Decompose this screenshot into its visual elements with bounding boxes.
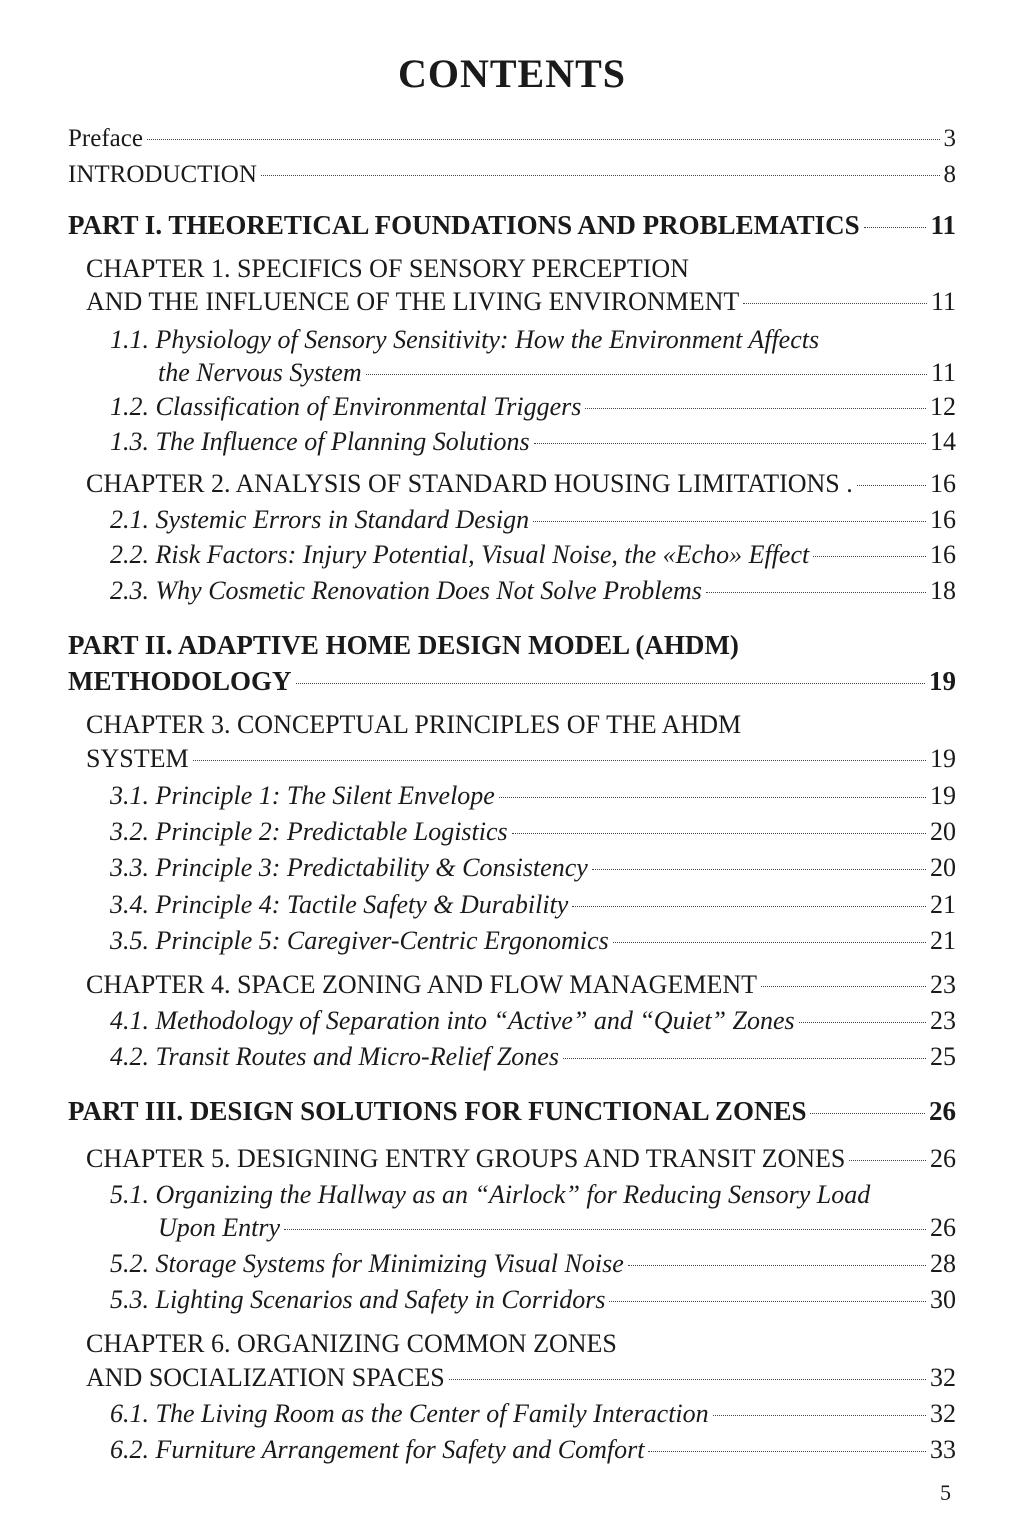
toc-entry-text: 5.1. Organizing the Hallway as an “Airlock” for Reducing Sensory Load	[110, 1180, 871, 1209]
toc-page-number: 11	[930, 358, 956, 387]
toc-entry-text: CHAPTER 4. SPACE ZONING AND FLOW MANAGEMENT	[86, 970, 757, 999]
toc-entry-text: METHODOLOGY	[68, 666, 292, 696]
dot-leader	[512, 833, 926, 834]
dot-leader	[864, 227, 927, 228]
toc-entry-line	[110, 924, 956, 958]
dot-leader	[533, 521, 926, 522]
toc-page-number: 12	[930, 392, 956, 421]
dot-leader	[147, 139, 940, 140]
toc-entry-text: PART II. ADAPTIVE HOME DESIGN MODEL (AHDM)	[68, 630, 739, 660]
toc-entry-text: 4.1. Methodology of Separation into “Active” and “Quiet” Zones	[110, 1006, 795, 1035]
toc-page-number: 32	[930, 1399, 956, 1428]
dot-leader	[563, 1058, 926, 1059]
dot-leader	[628, 1265, 926, 1266]
dot-leader	[813, 556, 926, 557]
dot-leader	[713, 1415, 926, 1416]
toc-entry-line	[68, 208, 956, 242]
toc-page-number: 16	[930, 469, 956, 498]
toc-entry-line	[110, 538, 956, 572]
dot-leader	[743, 303, 927, 304]
dot-leader	[284, 1229, 926, 1230]
toc-entry-line	[110, 503, 956, 537]
dot-leader	[592, 869, 926, 870]
toc-page-number: 28	[930, 1249, 956, 1278]
toc-page-number: 19	[930, 744, 956, 773]
dot-leader	[585, 408, 926, 409]
toc-entry-text: the Nervous System	[158, 358, 362, 387]
toc-entry-line	[86, 742, 956, 776]
toc-page-number: 11	[930, 287, 956, 316]
toc-entry-text: AND THE INFLUENCE OF THE LIVING ENVIRONMENT	[86, 287, 740, 316]
toc-entry-line	[110, 390, 956, 424]
toc-page-number: 30	[930, 1285, 956, 1314]
toc-page-number: 11	[930, 210, 956, 240]
toc-entry-text: 3.3. Principle 3: Predictability & Consistency	[110, 853, 588, 882]
toc-entry-text: 6.1. The Living Room as the Center of Family Interaction	[110, 1399, 709, 1428]
toc-entry-text: 2.1. Systemic Errors in Standard Design	[110, 505, 530, 534]
toc-entry-text: CHAPTER 3. CONCEPTUAL PRINCIPLES OF THE AHDM	[86, 710, 742, 739]
toc-entry-text: 4.2. Transit Routes and Micro-Relief Zones	[110, 1042, 559, 1071]
toc-entry-line	[68, 158, 956, 192]
toc-entry-text: PART I. THEORETICAL FOUNDATIONS AND PROBLEMATICS	[68, 210, 860, 240]
toc-entry-text: 3.1. Principle 1: The Silent Envelope	[110, 781, 495, 810]
toc-entry-text: 5.3. Lighting Scenarios and Safety in Corridors	[110, 1285, 606, 1314]
dot-leader	[849, 1160, 926, 1161]
toc-entry-line	[110, 1433, 956, 1467]
dot-leader	[366, 374, 927, 375]
toc-entry-text: 1.2. Classification of Environmental Triggers	[110, 392, 582, 421]
toc-entry-text: 1.1. Physiology of Sensory Sensitivity: How the Environment Affects	[110, 325, 820, 354]
toc-entry-text: Preface	[68, 125, 143, 152]
toc-entry-text: CHAPTER 5. DESIGNING ENTRY GROUPS AND TRANSIT ZONES	[86, 1144, 846, 1173]
toc-page-number: 19	[929, 666, 956, 696]
toc-page-number: 26	[930, 1213, 956, 1242]
toc-entry-line	[110, 1283, 956, 1317]
toc-entry-text: INTRODUCTION	[68, 161, 257, 188]
dot-leader	[799, 1022, 926, 1023]
dot-leader	[296, 683, 925, 684]
toc-entry-line	[158, 1211, 956, 1245]
toc-entry-text: 3.5. Principle 5: Caregiver-Centric Ergonomics	[110, 926, 609, 955]
toc-entry-line	[110, 1397, 956, 1431]
dot-leader	[609, 1301, 926, 1302]
toc-page-number: 19	[930, 781, 956, 810]
toc-entry-text: AND SOCIALIZATION SPACES	[86, 1363, 445, 1392]
toc-entry-line	[110, 425, 956, 459]
toc-page-number: 16	[930, 505, 956, 534]
toc-entry-text: PART III. DESIGN SOLUTIONS FOR FUNCTIONAL ZONES	[68, 1096, 807, 1126]
toc-entry-text: SYSTEM	[86, 744, 189, 773]
toc-page-number: 32	[930, 1363, 956, 1392]
toc-entry-line	[86, 1361, 956, 1395]
toc-page-number: 25	[930, 1042, 956, 1071]
toc-entry-line	[110, 1247, 956, 1281]
toc-page-number: 23	[930, 1006, 956, 1035]
toc-entry-text: 2.2. Risk Factors: Injury Potential, Visual Noise, the «Echo» Effect	[110, 540, 810, 569]
dot-leader	[761, 986, 926, 987]
dot-leader	[193, 760, 926, 761]
toc-entry-line	[86, 285, 956, 319]
toc-page-number: 20	[930, 817, 956, 846]
dot-leader	[810, 1113, 925, 1114]
toc-entry-line	[86, 1142, 956, 1176]
toc-entry-line	[110, 574, 956, 608]
toc-entry-line	[86, 467, 956, 501]
dot-leader	[261, 175, 940, 176]
toc-entry-text: 3.2. Principle 2: Predictable Logistics	[110, 817, 508, 846]
toc-page-number: 20	[930, 853, 956, 882]
dot-leader	[648, 1451, 926, 1452]
toc-entry-line	[68, 1094, 956, 1128]
toc-entry-line	[68, 122, 956, 156]
toc-entry-line	[110, 815, 956, 849]
toc-page-number: 26	[929, 1096, 956, 1126]
toc-entry-line	[110, 851, 956, 885]
dot-leader	[706, 592, 926, 593]
dot-leader	[572, 906, 926, 907]
toc-page-number: 26	[930, 1144, 956, 1173]
toc-entry-line	[110, 1004, 956, 1038]
toc-entry-text: 1.3. The Influence of Planning Solutions	[110, 427, 530, 456]
toc-page-number: 14	[930, 427, 956, 456]
toc-page-number: 3	[943, 125, 956, 152]
toc-entry-line	[110, 1040, 956, 1074]
toc-entry-text: CHAPTER 2. ANALYSIS OF STANDARD HOUSING LIMITATIONS .	[86, 469, 853, 498]
toc-entry-line	[86, 968, 956, 1002]
toc-entry-text: 6.2. Furniture Arrangement for Safety and Comfort	[110, 1435, 645, 1464]
toc-entry-text: CHAPTER 6. ORGANIZING COMMON ZONES	[86, 1329, 617, 1358]
dot-leader	[499, 797, 926, 798]
page-number: 5	[940, 1480, 951, 1505]
toc-page-number: 16	[930, 540, 956, 569]
dot-leader	[449, 1379, 926, 1380]
toc-entry-text: Upon Entry	[158, 1213, 281, 1242]
page-title: CONTENTS	[397, 51, 627, 96]
dot-leader	[613, 942, 926, 943]
toc-entry-text: 3.4. Principle 4: Tactile Safety & Durability	[110, 890, 569, 919]
toc-page-number: 21	[930, 926, 956, 955]
toc-page-number: 33	[930, 1435, 956, 1464]
toc-entry-line	[110, 779, 956, 813]
toc-entry-text: 5.2. Storage Systems for Minimizing Visual Noise	[110, 1249, 624, 1278]
toc-page-number: 21	[930, 890, 956, 919]
toc-entry-text: 2.3. Why Cosmetic Renovation Does Not Solve Problems	[110, 576, 702, 605]
toc-page-number: 23	[930, 970, 956, 999]
toc-entry-line	[158, 356, 956, 390]
toc-entry-line	[110, 888, 956, 922]
dot-leader	[534, 443, 926, 444]
toc-page-number: 8	[943, 161, 956, 188]
toc-entry-text: CHAPTER 1. SPECIFICS OF SENSORY PERCEPTION	[86, 254, 689, 283]
toc-entry-line	[68, 664, 956, 698]
dot-leader	[857, 485, 926, 486]
toc-page-number: 18	[930, 576, 956, 605]
